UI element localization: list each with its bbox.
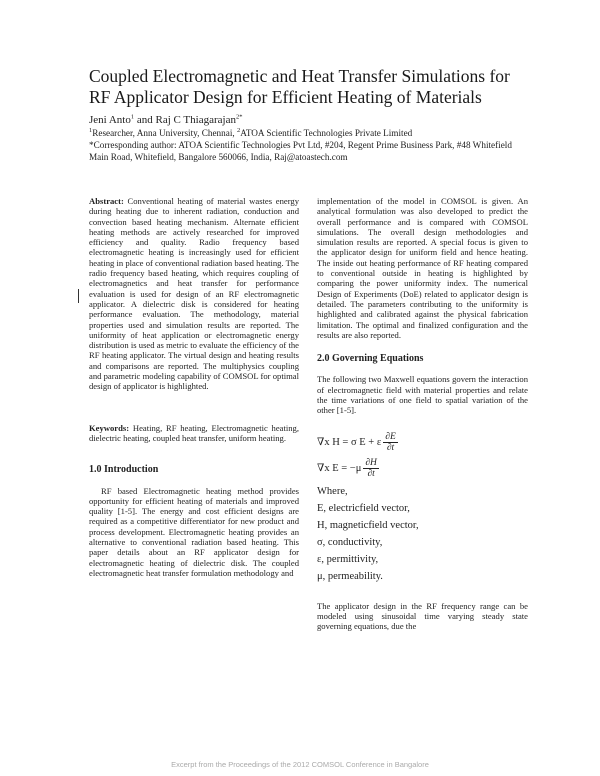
where-label: Where, bbox=[317, 485, 348, 497]
equation-2 bbox=[317, 456, 528, 482]
eq2-den: ∂t bbox=[367, 469, 375, 480]
eq2-fraction bbox=[363, 458, 379, 479]
author-and: and bbox=[134, 114, 156, 126]
equation-block bbox=[317, 430, 528, 583]
affil-2: ATOA Scientific Technologies Private Limited bbox=[240, 128, 413, 138]
eq1-fraction bbox=[383, 432, 398, 453]
abstract-label: Abstract: bbox=[89, 196, 124, 206]
keywords-text: Heating, RF heating, Electromagnetic heating, dielectric heating, coupled heat transfer, uniform heating. bbox=[89, 422, 299, 443]
eq2-lhs: ∇x E = −μ bbox=[317, 463, 362, 475]
intro-text: RF based Electromagnetic heating method provides opportunity for efficient heating of materials and improved quality [1-5]. The energy and cost efficient designs are required as a competitive differentiator for new product and process development. Electromagnetic heating provides an alternative to conventional radiation based heating. This paper details about an RF applicator design for electromagnetic heating of dielectric disk. The coupled electromagnetic heat transfer formulation methodology and bbox=[89, 485, 299, 578]
right-paragraph: implementation of the model in COMSOL is given. An analytical formulation was also developed to predict the overall performance and is compared with COMSOL simulations. The overall design methodologies and simulation results are reported. A special focus is given to the applicator design for uniform field and hence heating. The inside out heating performance of RF heating compared to conventional outside in heating is highlighted by comparing the power uniformity index. The numerical Design of Experiments (DoE) related to applicator design is detailed. The parameters contributing to the uniformity is highlighted and calibrated against the physical fabrication limitation. The optimal and finalized configuration and the results are also reported. bbox=[317, 196, 528, 340]
author-2-sup: 2* bbox=[235, 113, 243, 121]
eq1-den: ∂t bbox=[386, 443, 395, 454]
author-2: Raj C Thiagarajan bbox=[155, 114, 236, 126]
affiliations bbox=[89, 127, 529, 164]
affiliation-line bbox=[89, 127, 529, 139]
affil-2-sup: 2 bbox=[236, 126, 241, 134]
left-column bbox=[89, 196, 299, 578]
abstract bbox=[89, 196, 299, 392]
governing-text: The following two Maxwell equations govern the interaction of electromagnetic field with material properties and relate the time variations of one field to spatial variation of the other [1-5]. bbox=[317, 374, 528, 416]
author-1: Jeni Anto bbox=[89, 114, 131, 126]
eq2-num: ∂H bbox=[365, 458, 377, 469]
after-equations-text: The applicator design in the RF frequency range can be modeled using sinusoidal time varying steady state governing equations, due the bbox=[317, 600, 528, 632]
author-line bbox=[89, 114, 242, 126]
def-h: H, magneticfield vector, bbox=[317, 519, 419, 531]
def-sigma: σ, conductivity, bbox=[317, 536, 383, 548]
keywords-label: Keywords: bbox=[89, 422, 130, 433]
keywords bbox=[89, 423, 299, 444]
governing-heading: 2.0 Governing Equations bbox=[317, 353, 424, 365]
author-1-sup: 1 bbox=[130, 113, 135, 121]
proceedings-footer: Excerpt from the Proceedings of the 2012 COMSOL Conference in Bangalore bbox=[171, 760, 429, 769]
def-mu: μ, permeability. bbox=[317, 570, 383, 582]
text-cursor-mark bbox=[78, 289, 79, 303]
affil-1: Researcher, Anna University, Chennai, bbox=[92, 128, 237, 138]
paper-title: Coupled Electromagnetic and Heat Transfer Simulations for RF Applicator Design for Efficient Heating of Materials bbox=[89, 66, 510, 107]
def-epsilon: ε, permittivity, bbox=[317, 553, 379, 565]
def-e: E, electricfield vector, bbox=[317, 502, 410, 514]
corresponding-author: *Corresponding author: ATOA Scientific Technologies Pvt Ltd, #204, Regent Prime Business Park, #48 Whitefield Main Road, Whitefield, Bangalore 560066, India, Raj@atoastech.com bbox=[89, 140, 512, 163]
eq1-lhs: ∇x H = σ E + ε bbox=[317, 437, 382, 449]
abstract-text: Conventional heating of material wastes energy during heating due to inherent radiation, conduction and convection based heating mechanism. Alternate efficient heating methods are actively researched for improved efficiency and quality. Radio frequency based electromagnetic heating is increasingly used for efficient heating in place of conventional radiation based heating. The radio frequency based heating, which requires coupling of electromagnetics and heat transfer for performance evaluation is used for design of an RF electromagnetic applicator. A dielectric disk is considered for heating performance evaluation. The methodology, material properties used and simulation results are reported. The uniformity of heat application or electromagnetic energy distribution is used as metric to evaluate the efficiency of the RF heating applicator. The virtual design and heating results and comparisons are reported. The multiphysics coupling and parametric modeling capability of COMSOL for optimal design of applicator is highlighted. bbox=[89, 196, 299, 392]
equation-1 bbox=[317, 430, 528, 456]
right-column bbox=[317, 196, 528, 632]
affil-1-sup: 1 bbox=[89, 126, 93, 134]
intro-heading: 1.0 Introduction bbox=[89, 464, 159, 476]
eq1-num: ∂E bbox=[385, 432, 396, 443]
